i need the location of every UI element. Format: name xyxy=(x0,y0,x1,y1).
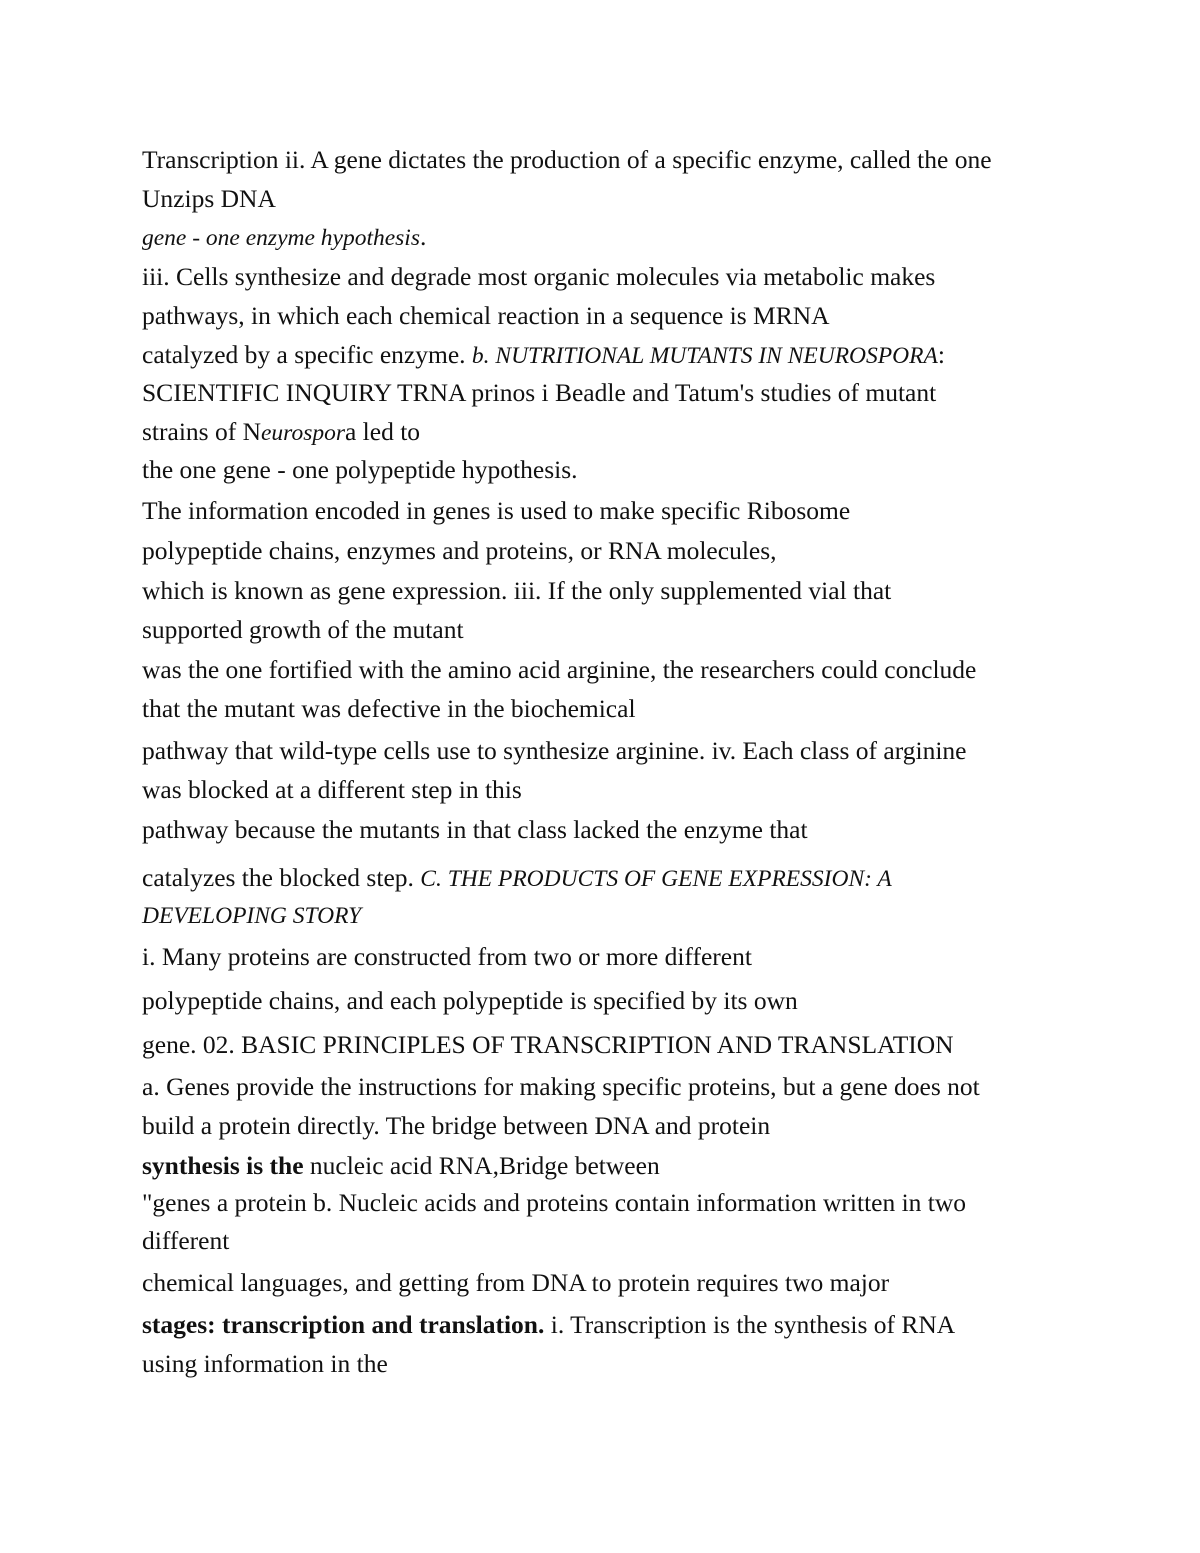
text-segment: strains of N xyxy=(142,417,261,446)
text-segment: pathway that wild-type cells use to synthesize arginine. iv. Each class of arginine xyxy=(142,736,967,765)
text-line xyxy=(142,815,808,845)
text-line xyxy=(142,942,752,972)
text-segment: polypeptide chains, enzymes and proteins, or RNA molecules, xyxy=(142,536,777,565)
text-line xyxy=(142,301,830,331)
text-line xyxy=(142,1268,889,1298)
text-segment: catalyzed by a specific enzyme. xyxy=(142,340,472,369)
text-line xyxy=(142,1310,955,1340)
text-segment: . xyxy=(419,222,427,251)
text-segment: supported growth of the mutant xyxy=(142,615,464,644)
text-segment: pathways, in which each chemical reaction in a sequence is MRNA xyxy=(142,301,830,330)
text-line xyxy=(142,1188,966,1218)
italic-text-segment: gene - one enzyme hypothesis xyxy=(142,225,420,251)
text-line xyxy=(142,775,522,805)
text-segment: was blocked at a different step in this xyxy=(142,775,522,804)
text-line xyxy=(142,536,777,566)
text-segment: different xyxy=(142,1226,230,1255)
text-segment: catalyzes the blocked step. xyxy=(142,863,421,892)
text-line xyxy=(142,222,426,253)
text-segment: which is known as gene expression. iii. If the only supplemented vial that xyxy=(142,576,892,605)
italic-text-segment: eurospor xyxy=(260,420,345,446)
text-segment: the one gene - one polypeptide hypothesis. xyxy=(142,455,578,484)
text-line xyxy=(142,1151,660,1181)
text-line xyxy=(142,378,936,408)
text-line xyxy=(142,694,636,724)
text-line xyxy=(142,655,976,685)
text-segment: gene. 02. BASIC PRINCIPLES OF TRANSCRIPTION AND TRANSLATION xyxy=(142,1030,954,1059)
text-segment: : xyxy=(937,340,945,369)
text-segment: i. Many proteins are constructed from two or more different xyxy=(142,942,752,971)
bold-text-segment: synthesis is the xyxy=(142,1151,304,1180)
italic-text-segment: DEVELOPING STORY xyxy=(142,903,362,929)
text-segment: a led to xyxy=(344,417,421,446)
text-line xyxy=(142,1030,954,1060)
text-line xyxy=(142,615,464,645)
text-segment: Transcription ii. A gene dictates the production of a specific enzyme, called the one xyxy=(142,145,992,174)
text-line xyxy=(142,340,945,371)
text-segment: The information encoded in genes is used to make specific Ribosome xyxy=(142,496,851,525)
text-segment: pathway because the mutants in that class lacked the enzyme that xyxy=(142,815,808,844)
text-segment: build a protein directly. The bridge between DNA and protein xyxy=(142,1111,771,1140)
bold-text-segment: stages: transcription and translation. xyxy=(142,1310,545,1339)
text-line xyxy=(142,900,361,931)
text-line xyxy=(142,1226,229,1256)
italic-text-segment: C. THE PRODUCTS OF GENE EXPRESSION: A xyxy=(420,866,892,892)
text-line xyxy=(142,145,992,175)
text-segment: SCIENTIFIC INQUIRY TRNA prinos i Beadle and Tatum's studies of mutant xyxy=(142,378,937,407)
text-segment: was the one fortified with the amino acid arginine, the researchers could conclude xyxy=(142,655,977,684)
text-line xyxy=(142,455,578,485)
text-segment: i. Transcription is the synthesis of RNA xyxy=(544,1310,956,1339)
text-segment: chemical languages, and getting from DNA to protein requires two major xyxy=(142,1268,890,1297)
text-line xyxy=(142,986,798,1016)
text-line xyxy=(142,184,276,214)
text-segment: iii. Cells synthesize and degrade most organic molecules via metabolic makes xyxy=(142,262,936,291)
text-segment: nucleic acid RNA,Bridge between xyxy=(303,1151,660,1180)
text-line xyxy=(142,496,850,526)
text-segment: using information in the xyxy=(142,1349,388,1378)
text-line xyxy=(142,1111,770,1141)
text-line xyxy=(142,417,420,448)
text-segment: polypeptide chains, and each polypeptide is specified by its own xyxy=(142,986,798,1015)
text-line xyxy=(142,1072,980,1102)
text-segment: a. Genes provide the instructions for making specific proteins, but a gene does not xyxy=(142,1072,980,1101)
text-segment: "genes a protein b. Nucleic acids and proteins contain information written in two xyxy=(142,1188,967,1217)
text-segment: that the mutant was defective in the biochemical xyxy=(142,694,636,723)
text-segment: Unzips DNA xyxy=(142,184,276,213)
text-line xyxy=(142,736,967,766)
text-line xyxy=(142,863,892,894)
text-line xyxy=(142,262,935,292)
text-line xyxy=(142,1349,388,1379)
italic-text-segment: b. NUTRITIONAL MUTANTS IN NEUROSPORA xyxy=(471,343,938,369)
text-line xyxy=(142,576,891,606)
